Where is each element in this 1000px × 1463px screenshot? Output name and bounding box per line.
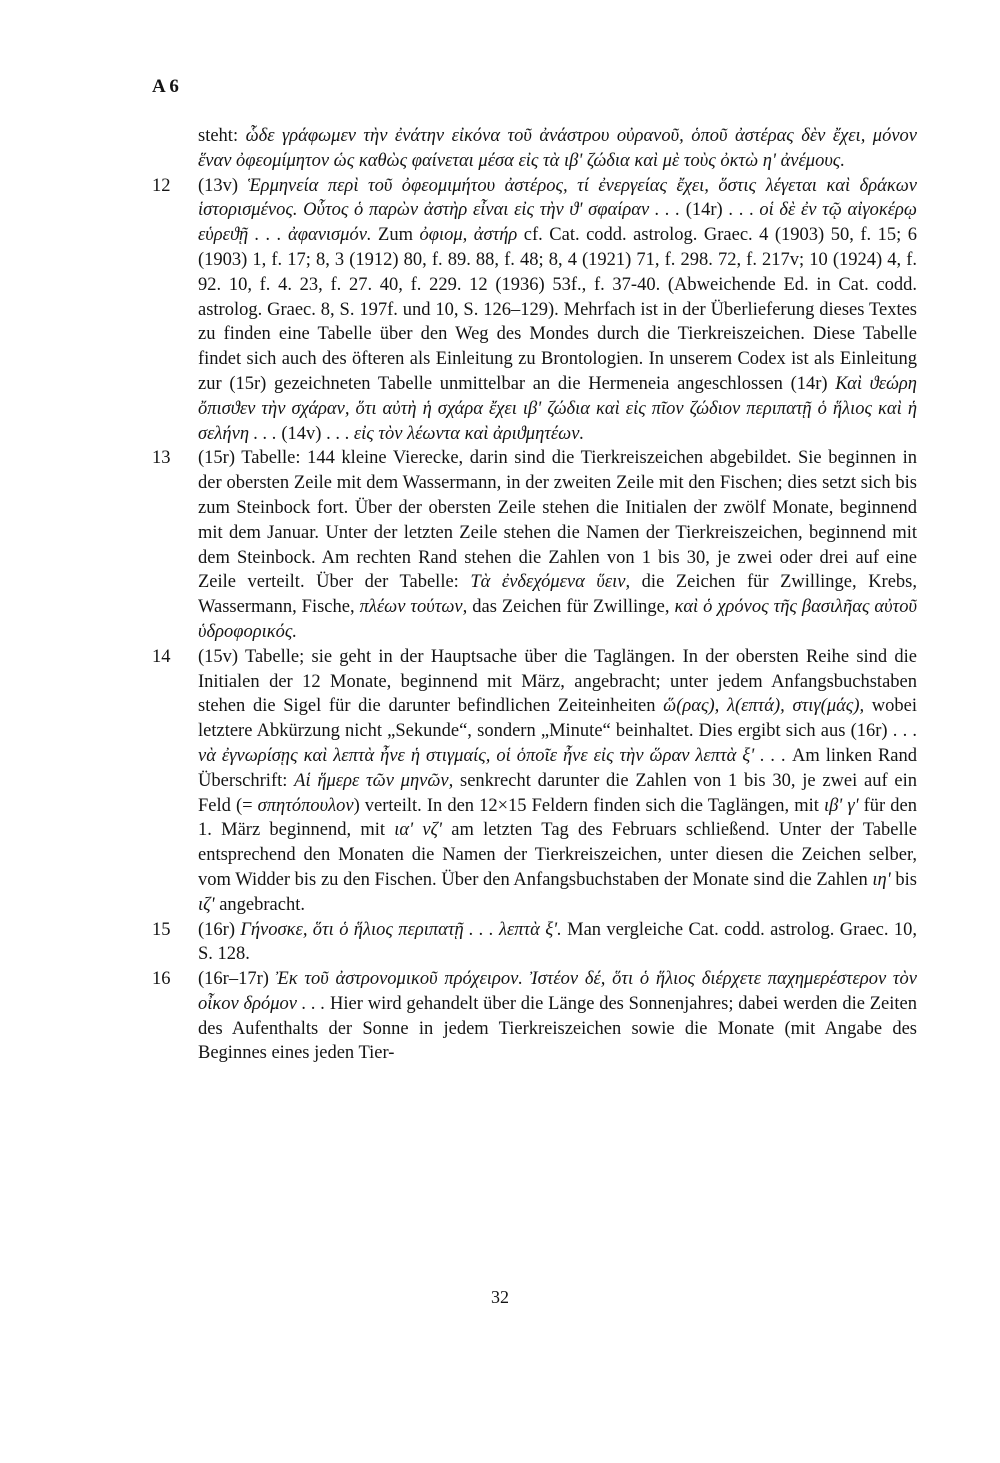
entry-text: senkrecht darunter die Zahlen von 1 bis 30, je zwei auf ein Feld (= [198,770,917,816]
greek-quote: Αἱ ἥμερε τῶν μηνῶν, [294,770,454,791]
entry-15 [152,918,917,968]
greek-quote: Γήνοσκε, ὅτι ὁ ἥλιος περιπατῇ . . . λεπτὰ ξ'. [240,919,562,940]
greek-quote: εἰς τὸν λέωντα καὶ ἀριϑμητέων. [353,423,585,444]
entry-text: (15v) Tabelle; sie geht in der Hauptsache über die Taglängen. In der obersten Reihe sind die Initialen der 12 Monate, beginnend mit März, angebracht; unter jedem Anfangsbuchstaben stehen die Sigel für die darunter befindlichen Zeiteinheiten [198,646,917,717]
entry-text: ) verteilt. In den 12×15 Feldern finden sich die Taglängen, mit [353,795,824,816]
entry-text: (13v) [198,175,248,196]
entry-text: (14r) . . . [680,200,760,221]
entry-text: Hier wird gehandelt über die Länge des Sonnenjahres; dabei werden die Zeiten des Aufenthalts der Sonne in jedem Tierkreiszeichen sowie die Monate (mit Angabe des Beginnes eines jeden Tier- [198,993,917,1064]
greek-quote: ὀφιομ, ἀστήρ [419,225,518,246]
greek-quote: ιη' [872,869,891,890]
entry-number: 15 [152,919,171,940]
entry-text: cf. Cat. codd. astrolog. Graec. 4 (1903) 50, f. 15; 6 (1903) 1, f. 17; 8, 3 (1912) 80, f. 89. 88, f. 48; 8, 4 (1921) 71, f. 298. 72, f. 217v; 10 (1924) 4, f. 92. 10, f. 4. 23, f. 27. 40, f. 229. 12 (1936) 53f., f. 37-40. (Abweichende Ed. in Cat. codd. astrolog. Graec. 8, S. 197f. und 10, S. 126–129). Mehrfach ist in der Überlieferung dieses Textes zu finden eine Tabelle über den Weg des Mondes durch die Tierkreiszeichen. Diese Tabelle findet sich auch des öfteren als Einleitung zu Brontologien. In unserem Codex ist als Einleitung zur (15r) gezeichneten Tabelle unmittelbar an die Hermeneia angeschlossen (14r) [198,225,917,394]
entry-16 [152,967,917,1066]
entry-text: das Zeichen für Zwillinge, [467,597,675,618]
entry-text: Am linken Rand Überschrift: [198,745,917,791]
entry-text: angebracht. [214,894,305,915]
greek-quote: Καὶ ϑεώρη ὄπισϑεν τὴν σχάραν, ὅτι αὐτὴ ἡ σχάρα ἔχει ιβ' ζώδια καὶ εἰς πῖον ζώδιον περιπατῇ ὁ ἥλιος καὶ ἡ σελήνη . . . [198,373,917,444]
entry-number: 16 [152,969,171,990]
greek-quote: ια' νζ' [394,820,442,841]
entry-text: am letzten Tag des Februars schließend. Unter der Tabelle entsprechend den Monaten die Namen der Tierkreiszeichen, unter diesen die Zeichen selber, vom Widder bis zu den Fischen. Über den Anfangsbuchstaben der Monate sind die Zahlen [198,820,917,890]
greek-quote: πλέων τούτων, [359,597,468,618]
entry-text: (14v) . . . [276,423,354,444]
intro-paragraph [152,124,917,174]
intro-greek: ὧδε γράφωμεν τὴν ἐνάτην εἰκόνα τοῦ ἀνάστρου οὐρανοῦ, ὁποῦ ἀστέρας δὲν ἔχει, μόνον ἕναν ὀφεομίμητον ὡς καθὼς φαίνεται μέσα εἰς τὰ ιβ' ζώδια καὶ μὲ τοὺς ὀκτὼ η' ἀνέμους. [198,126,917,171]
intro-lead: steht: [198,126,246,146]
entry-text: (16r) [198,919,241,940]
entry-text: (15r) Tabelle: 144 kleine Vierecke, darin sind die Tierkreiszeichen abgebildet. Sie beginnen in der obersten Zeile mit dem Wassermann, in der zweiten Zeile mit den Fischen; dies setzt sich bis zum Steinbock fort. Über der obersten Zeile stehen die Initialen der zwölf Monate, beginnend mit dem Januar. Unter der letzten Zeile stehen die Namen der Tierkreiszeichen, beginnend mit dem Steinbock. Am rechten Rand stehen die Zahlen von 1 bis 30, je zwei oder drei auf eine Zeile verteilt. Über der Tabelle: [198,448,917,593]
greek-quote: ὥ(ρας), λ(επτά), στιγ(μάς), [663,696,865,717]
entry-text: für den 1. März beginnend, mit [198,795,917,841]
entry-14 [152,645,917,918]
greek-quote: Ἑρμηνεία περὶ τοῦ ὀφεομιμήτου ἀστέρος, τί ἐνεργείας ἔχει, ὅστις λέγεται καὶ δράκων ἱστορισμένος. Οὗτος ὁ παρὼν ἀστὴρ εἶναι εἰς τὴν ϑ' σφαίραν . . . [198,175,917,221]
page-header: A 6 [152,76,179,97]
entry-number: 14 [152,646,171,667]
greek-quote: Τὰ ἐνδεχόμενα ὕειν, [470,572,631,593]
entry-text: (16r–17r) [198,969,276,990]
greek-quote: Ἐκ τοῦ ἀστρονομικοῦ πρόχειρον. Ἰστέον δέ, ὅτι ὁ ἥλιος διέρχετε παχημερέστερον τὸν οἶκον δρόμον . . . [198,969,917,1014]
entry-text: bis [890,869,917,890]
entry-number: 13 [152,448,171,469]
entry-12 [152,174,917,447]
greek-quote: ιζ' [198,894,215,915]
entry-text: Zum [371,225,420,246]
entry-text: wobei letztere Abkürzung nicht „Sekunde“, sondern „Minute“ beinhaltet. Dies ergibt sich aus (16r) . . . [198,696,917,742]
text-block [152,124,917,1066]
entry-number: 12 [152,175,171,196]
page-number: 32 [491,1287,509,1307]
greek-quote: καὶ ὁ χρόνος τῆς βασιλῆας αὐτοῦ ὑδροφορικός. [198,597,917,642]
greek-quote: νὰ ἐγνωρίσῃς καὶ λεπτὰ ἦνε ἡ στιγμαίς, οἱ ὁποῖε ἦνε εἰς τὴν ὥραν λεπτὰ ξ' . . . [198,745,786,766]
greek-quote: οἱ δὲ ἐν τῷ αἰγοκέρῳ εὑρεϑῇ . . . ἀφανισμόν. [198,200,917,246]
entry-text: die Zeichen für Zwillinge, Krebs, Wassermann, Fische, [198,572,917,618]
greek-quote: σπητόπουλον [257,795,354,816]
entry-text: Man vergleiche Cat. codd. astrolog. Graec. 10, S. 128. [198,919,917,965]
entry-13 [152,446,917,644]
greek-quote: ιβ' γ' [823,795,859,816]
